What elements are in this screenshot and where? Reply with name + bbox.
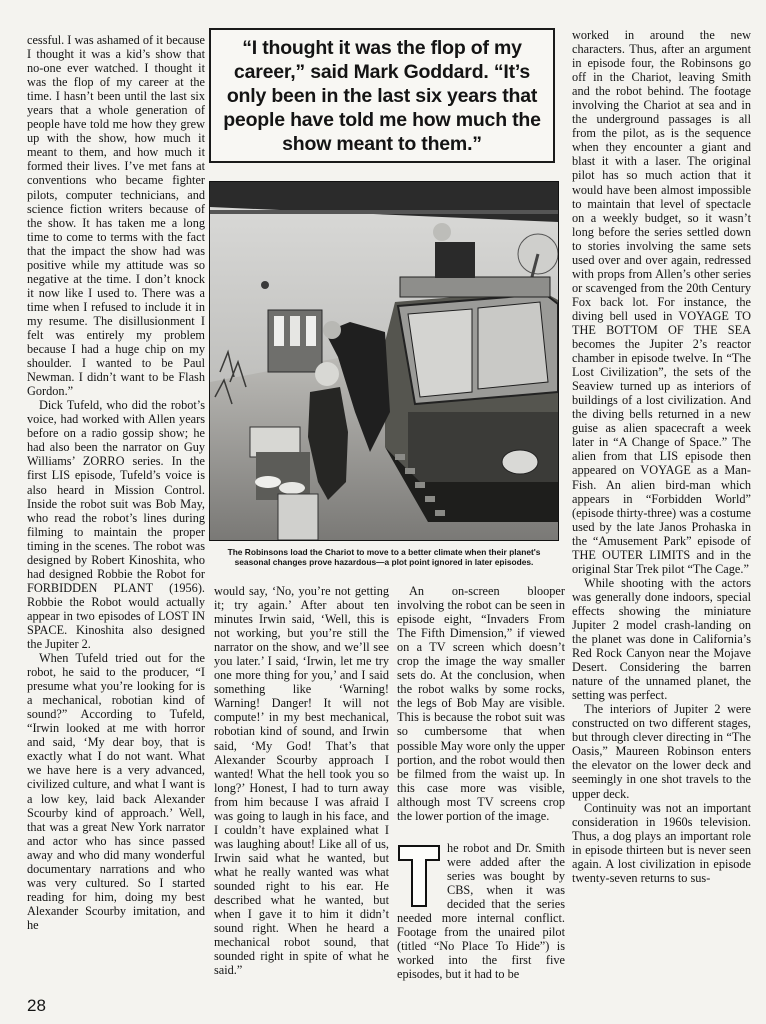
paragraph: The interiors of Jupiter 2 were constructed on two different stages, but through clever directing in “The Oasis,” Maureen Robinson enters the elevator on the lower deck and seemingly in one shot travels to the upper deck.: [572, 702, 751, 801]
paragraph: would say, ‘No, you’re not getting it; try again.’ After about ten minutes Irwin said, ‘Well, this is not working, but you’re still the narrator on the show, and we’ll see you later.’ I said, ‘Irwin, let me try one more thing for you,’ and I said something like ‘Warning! Warning! Danger! It will not compute!’ in my best mechanical, robotian kind of sound, and Irwin said, ‘My God! That’s that Alexander Scourby approach I wanted! What the hell took you so long?’ Honest, I had to turn away from him because I was afraid I was going to laugh in his face, and I couldn’t have explained what I was laughing about! Like all of us, Irwin said what he wanted, but what he really wanted was what sounded right to his ear. He described what he wanted, but when I gave it to him it didn’t sound right. When he heard a mechanical robot sound, that sounded right in spite of what he said.”: [214, 584, 389, 978]
chariot-photo: [209, 181, 559, 541]
paragraph: worked in around the new characters. Thus, after an argument in episode four, the Robinsons go off in the Chariot, leaving Smith and the robot behind. The footage involving the Chariot at sea and in the underground passages is all from the pilot, as is the sequence when they encounter a giant and blast it with a laser. The original pilot has so much action that it would have been almost impossible to maintain that level of spectacle on a weekly budget, so it wasn’t long before the series settled down to stories involving the same sets used over and over again, redressed with props from Allen’s other series or scavenged from the 20th Century Fox back lot. For instance, the diving bell used in VOYAGE TO THE BOTTOM OF THE SEA becomes the Jupiter 2’s reactor chamber in episode twelve. In “The Lost Civilization”, the sets of the Seaview turned up as interiors of buildings of a lost civilization. And the diving bells returned in a new guise as alien spacecraft a week later in “A Change of Space.” The alien from that LIS episode then appeared on VOYAGE as a Man-Fish. An alien bird-man which appears in “Forbidden World” (episode thirty-three) was a costume used by the late Janos Prohaska in the “Amusement Park” episode of THE OUTER LIMITS and in the original Star Trek pilot “The Cage.”: [572, 28, 751, 576]
article-column-3: [397, 584, 565, 981]
paragraph: Continuity was not an important consideration in 1960s television. Thus, a dog plays an important role in episode thirteen but is never seen again. A lost civilization in episode twenty-seven returns to sus-: [572, 800, 751, 885]
article-column-1: [27, 33, 205, 932]
paragraph: While shooting with the actors was generally done indoors, special effects showing the miniature Jupiter 2 model crash-landing on the planet was done in California’s Red Rock Canyon near the Mojave Desert. Considering the barren nature of the unnamed planet, the setting was perfect.: [572, 575, 751, 703]
chariot-photo-illustration: [210, 182, 558, 540]
page-number: 28: [27, 996, 46, 1015]
paragraph: cessful. I was ashamed of it because I thought it was a kid’s show that no-one ever watched. I thought it was the flop of my career at the time. I hasn’t been until the last six years that a whole generation of people have told me how they grew up with the show, how much it meant to them, and how much it formed their lives. I’ve met fans at conventions who became fighter pilots, computer technicians, and science fiction writers because of the show. It has taken me a long time to come to terms with the fact that the impact the show had was positive while my attitude was so negative at the time. I don’t knock it now like I used to. There was a time when I refused to include it in my resume. The disillusionment I felt was entirely my problem because I had a huge chip on my shoulder. I wanted to be Paul Newman. I didn’t want to be Flash Gordon.”: [27, 33, 205, 399]
pull-quote-box: [209, 28, 555, 163]
dropcap-paragraph-text: he robot and Dr. Smith were added after the series was bought by CBS, when it was decided that the series needed more internal conflict. Footage from the unaired pilot (titled “No Place To Hide”) is worked into the first five episodes, but it had to be: [397, 840, 565, 982]
paragraph: An on-screen blooper involving the robot can be seen in episode eight, “Invaders From The Fifth Dimension,” if viewed on a TV screen which doesn’t crop the image the way smaller sets do. At the conclusion, when the robot walks by some rocks, the legs of Bob May are visible. This is because the robot suit was so cumbersome that when possible May wore only the upper portion, and the robot would then be filmed from the waist up. In this case more was visible, although most TV screens crop the lower portion of the image.: [397, 584, 565, 823]
article-column-2: [214, 584, 389, 977]
paragraph: When Tufeld tried out for the robot, he said to the producer, “I presume what you’re looking for is a mechanical, robotian kind of sound?” According to Tufeld, “Irwin looked at me with horror and said, ‘My dear boy, that is exactly what I do not want. What we have here is a very advanced, civilized culture, and what I want is a low key, laid back Alexander Scourby kind of approach.’ Well, that was a great New York narrator and actor who has since passed away and who did many wonderful documentary narrations and who was very cultured. So I started reading for him, doing my best Alexander Scourby imitation, and he: [27, 651, 205, 932]
dropcap-paragraph: [397, 841, 565, 981]
paragraph: Dick Tufeld, who did the robot’s voice, had worked with Allen years before on a radio gossip show; he had also been the narrator on Guy Williams’ ZORRO series. In the first LIS episode, Tufeld’s voice is also heard in Mission Control. Inside the robot suit was Bob May, who read the robot’s lines during filming to maintain the proper timing in the scenes. The robot was designed by Robert Kinoshita, who had designed Robbie the Robot for FORBIDDEN PLANT (1956). Robbie the Robot would actually appear in two episodes of LOST IN SPACE. Kinoshita also designed the Jupiter 2.: [27, 398, 205, 652]
svg-text:T: T: [397, 843, 398, 845]
photo-caption: The Robinsons load the Chariot to move to a better climate when their planet's seasonal changes prove hazardous—a plot point ignored in later episodes.: [227, 547, 541, 567]
article-column-4: [572, 28, 751, 885]
dropcap-letter: [397, 844, 441, 908]
pull-quote-text: “I thought it was the flop of my career,” said Mark Goddard. “It’s only been in the last six years that people have told me how much the show meant to them.”: [223, 36, 541, 155]
